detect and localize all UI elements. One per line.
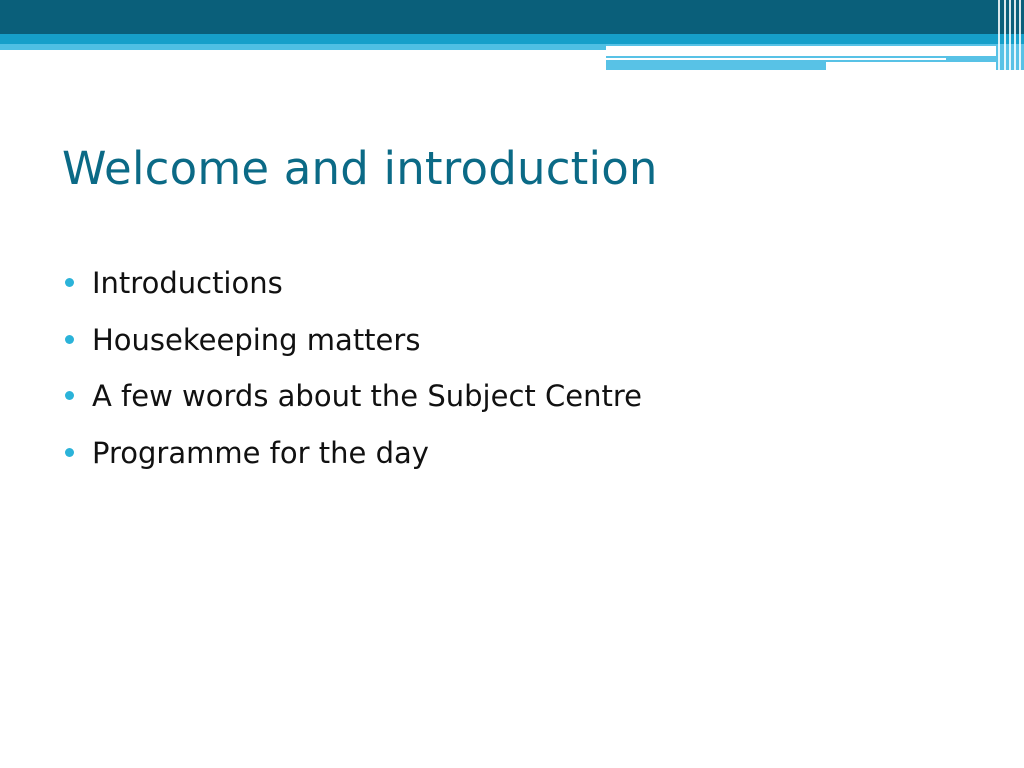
bullet-dot-icon [65,335,74,344]
header-band [0,0,1024,70]
bullet-text: Introductions [92,266,283,300]
bullet-list [62,258,642,484]
header-vertical-stripes [994,0,1024,70]
header-white-line [606,46,996,56]
bullet-item [62,371,642,428]
header-mid-stripe [0,34,1024,44]
header-dark-stripe [0,0,1024,34]
bullet-item [62,428,642,485]
header-light-stripe [0,44,606,50]
bullet-item [62,315,642,372]
bullet-item [62,258,642,315]
bullet-text: Housekeeping matters [92,322,421,357]
slide-title: Welcome and introduction [62,142,658,195]
header-white-line [826,62,996,70]
bullet-dot-icon [65,448,74,457]
bullet-dot-icon [65,278,74,287]
bullet-text: A few words about the Subject Centre [92,379,642,413]
bullet-dot-icon [65,391,74,400]
bullet-text: Programme for the day [92,435,429,470]
header-white-line [606,58,946,60]
